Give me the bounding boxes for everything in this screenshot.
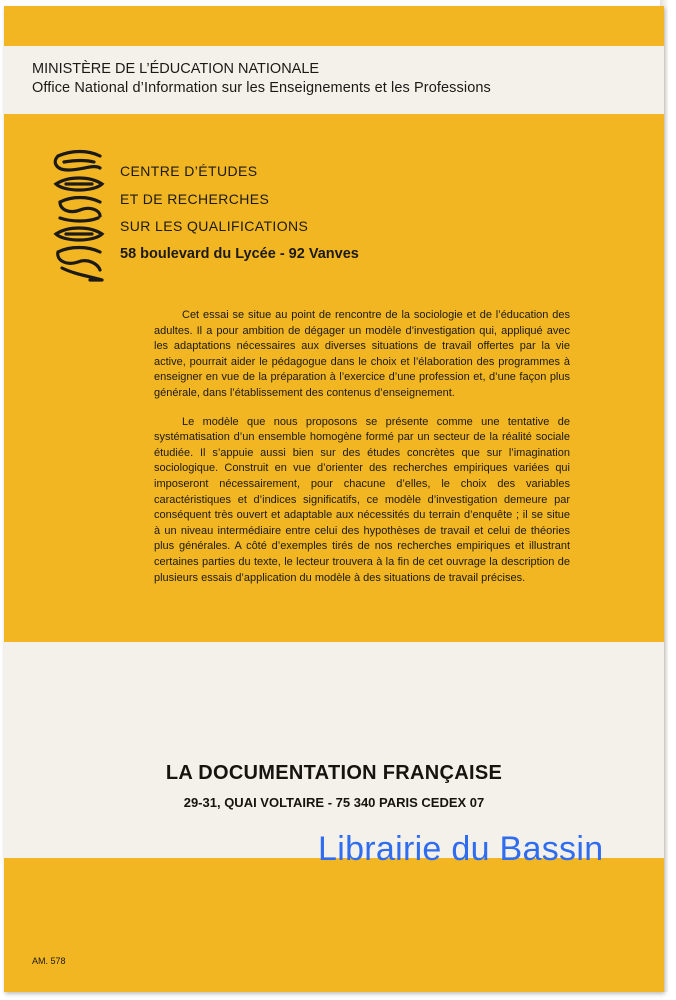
- publisher-name: LA DOCUMENTATION FRANÇAISE: [165, 762, 503, 784]
- centre-line-1: CENTRE D’ÉTUDES: [120, 163, 258, 179]
- centre-line-2: ET DE RECHERCHES: [120, 190, 270, 207]
- seller-watermark: Librairie du Bassin: [318, 830, 604, 868]
- office-name: Office National d’Information sur les Enseignements et les Professions: [32, 80, 491, 96]
- description-text: [154, 308, 570, 586]
- centre-block: [120, 158, 359, 268]
- publisher-address: 29-31, QUAI VOLTAIRE - 75 340 PARIS CEDEX 07: [183, 795, 485, 810]
- cereq-logo: [42, 148, 116, 288]
- header-band: [4, 46, 664, 114]
- centre-line-3: SUR LES QUALIFICATIONS: [120, 218, 309, 234]
- paragraph-2: Le modèle que nous proposons se présente comme une tentative de systématisation d’un ensemble homogène formé par un secteur de la réalité sociale étudiée. Il s’appuie aussi bien sur des études concrètes que sur l’imagination sociologique. Construit en vue d’orienter des recherches empiriques variées qui imposeront nécessairement, pour chacune d’elles, le choix des variables caractéristiques et d’indices significatifs, ce modèle d’investigation demeure par conséquent très ouvert et adaptable aux nécessités du terrain d’enquête ; il se situe à un niveau intermédiaire entre celui des hypothèses de travail et celui de théories plus générales. A côté d’exemples tirés de nos recherches empiriques et illustrant certaines parties du texte, le lecteur trouvera à la fin de cet ouvrage la description de plusieurs essais d’application du modèle à des situations de travail précises.: [154, 415, 570, 584]
- paragraph-1: Cet essai se situe au point de rencontre de la sociologie et de l’éducation des adultes. Il a pour ambition de dégager un modèle d’investigation qui, appliqué avec les adaptations nécessaires aux diverses situations de travail offertes par la vie active, pourrait aider le pédagogue dans le choix et l’élaboration des programmes à enseigner en vue de la préparation à l’exercice d’une profession et, d’une façon plus générale, dans l’établissement des contenus d’enseignement.: [154, 309, 570, 399]
- ministry-header: [32, 60, 491, 98]
- ministry-name: MINISTÈRE DE L’ÉDUCATION NATIONALE: [32, 61, 320, 77]
- centre-address: 58 boulevard du Lycée - 92 Vanves: [120, 245, 359, 262]
- publisher-block: [4, 762, 664, 810]
- catalog-code: AM. 578: [32, 956, 66, 966]
- publisher-band: [4, 642, 664, 858]
